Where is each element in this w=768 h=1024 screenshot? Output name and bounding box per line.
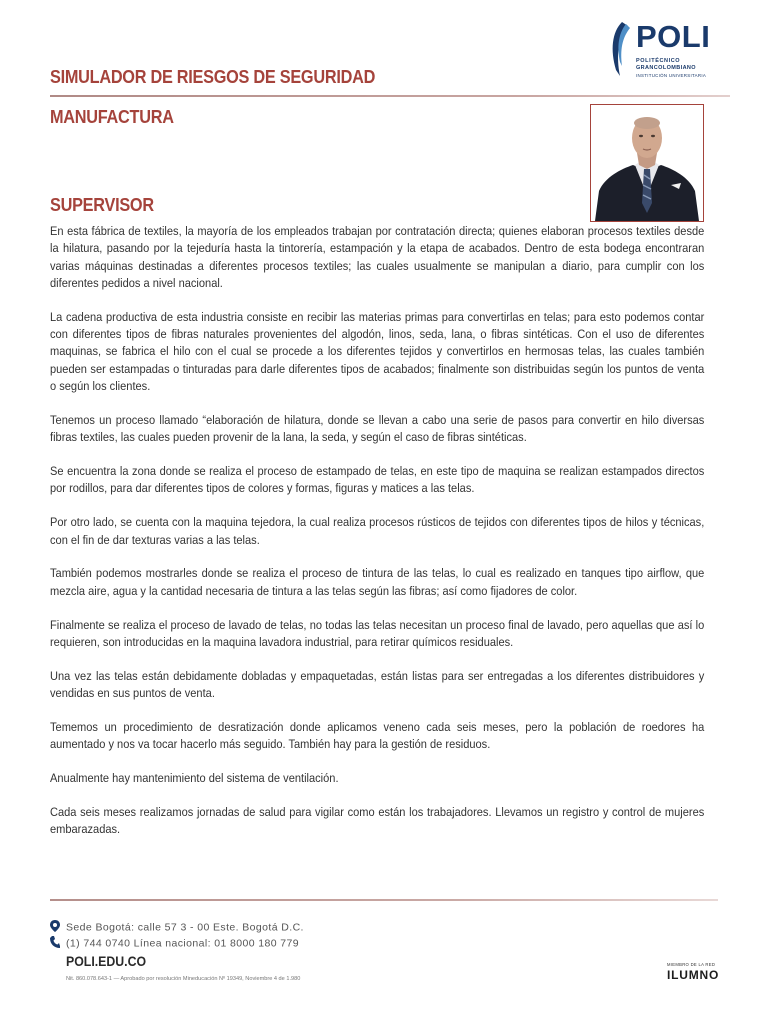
poli-mark-icon	[608, 20, 632, 78]
footer-phone-text: (1) 744 0740 Línea nacional: 01 8000 180 779	[66, 937, 300, 950]
logo-wordmark: POLI	[636, 19, 711, 54]
paragraph: La cadena productiva de esta industria consiste en recibir las materias primas para convertirlas en telas; para esto podemos contar con diferentes tipos de fibras naturales provenientes del algodón, linos, seda, lana, o fibras sintéticas. Con el uso de diferentes maquinas, se fabrica el hilo con el cual se procede a los diferentes tejidos y convertirlos en hermosas telas, las cuales también pueden ser estampadas o tinturadas para darle diferentes tipos de acabados; finalmente son distribuidas según los puntos de venta o según los clientes.	[50, 309, 705, 393]
paragraph: Anualmente hay mantenimiento del sistema de ventilación.	[50, 771, 339, 786]
ilumno-logo	[667, 962, 727, 982]
footer-divider	[50, 899, 718, 901]
document-subtitle: MANUFACTURA	[50, 106, 174, 127]
paragraph: En esta fábrica de textiles, la mayoría de los empleados trabajan por contratación directa; quienes elaboran procesos textiles desde la hilatura, pasando por la tejeduría hasta la tintorería, estampación y la etapa de acabados. Dentro de esta bodega encontraran varias máquinas destinadas a diferentes procesos textiles; las cuales usualmente se manipulan a diario, para cumplir con los diferentes pedidos a nivel nacional.	[50, 224, 705, 290]
paragraph: Por otro lado, se cuenta con la maquina tejedora, la cual realiza procesos rústicos de tejidos con diferentes tipos de hilos y técnicas, con el fin de dar texturas varias a las telas.	[50, 515, 705, 547]
logo-line-3: INSTITUCIÓN UNIVERSITARIA	[636, 73, 707, 78]
poli-logo	[606, 18, 718, 80]
footer-website-link[interactable]: POLI.EDU.CO	[66, 953, 147, 969]
logo-line-2: GRANCOLOMBIANO	[636, 65, 696, 71]
footer-address	[50, 920, 304, 935]
paragraph: Finalmente se realiza el proceso de lavado de telas, no todas las telas necesitan un proceso final de lavado, pero aquellas que así lo requieren, son introducidas en la maquina lavadora industrial, para retirar químicos residuales.	[50, 617, 705, 649]
role-heading: SUPERVISOR	[50, 194, 154, 215]
document-title: SIMULADOR DE RIESGOS DE SEGURIDAD	[50, 66, 376, 87]
paragraph: Cada seis meses realizamos jornadas de salud para vigilar como están los trabajadores. Llevamos un registro y control de mujeres embarazadas.	[50, 805, 705, 837]
document-body	[50, 223, 704, 855]
paragraph: También podemos mostrarles donde se realiza el proceso de tintura de las telas, lo cual es realizado en tanques tipo airflow, que mezcla aire, agua y la cantidad necesaria de tintura a las telas según las fibras; así como fijadores de color.	[50, 566, 705, 598]
header-divider	[50, 95, 730, 97]
paragraph: Se encuentra la zona donde se realiza el proceso de estampado de telas, en este tipo de maquina se realizan estampados directos por rodillos, para dar diferentes tipos de colores y formas, figuras y matices a las telas.	[50, 464, 705, 496]
location-pin-icon	[50, 920, 62, 935]
phone-icon	[50, 936, 62, 951]
paragraph: Una vez las telas están debidamente dobladas y empaquetadas, están listas para ser entregadas a los diferentes distribuidores y vendidas en sus puntos de venta.	[50, 668, 705, 701]
ilumno-brand: ILUMNO	[667, 968, 720, 982]
paragraph: Tenemos un proceso llamado “elaboración de hilatura, donde se llevan a cabo una serie de pasos para convertir en hilo diversas fibras textiles, las cuales pueden provenir de la lana, la seda, y según el caso de fibras sintéticas.	[50, 412, 705, 445]
supervisor-portrait-image	[591, 105, 703, 221]
paragraph: Tememos un procedimiento de desratización donde aplicamos veneno cada seis meses, pero la población de roedores ha aumentado y nos va tocar hacerlo más seguido. También hay para la gestión de residuos.	[50, 719, 705, 752]
logo-line-1: POLITÉCNICO	[636, 58, 681, 64]
footer-legal: Nit. 860.078.643-1 — Aprobado por resolución Mineducación Nº 19349, Noviembre 4 de 1.980	[66, 976, 301, 982]
ilumno-label: MIEMBRO DE LA RED	[667, 962, 716, 967]
footer-address-text: Sede Bogotá: calle 57 3 - 00 Este. Bogotá D.C.	[66, 921, 304, 934]
footer-phone	[50, 936, 299, 951]
supervisor-photo	[590, 104, 704, 222]
